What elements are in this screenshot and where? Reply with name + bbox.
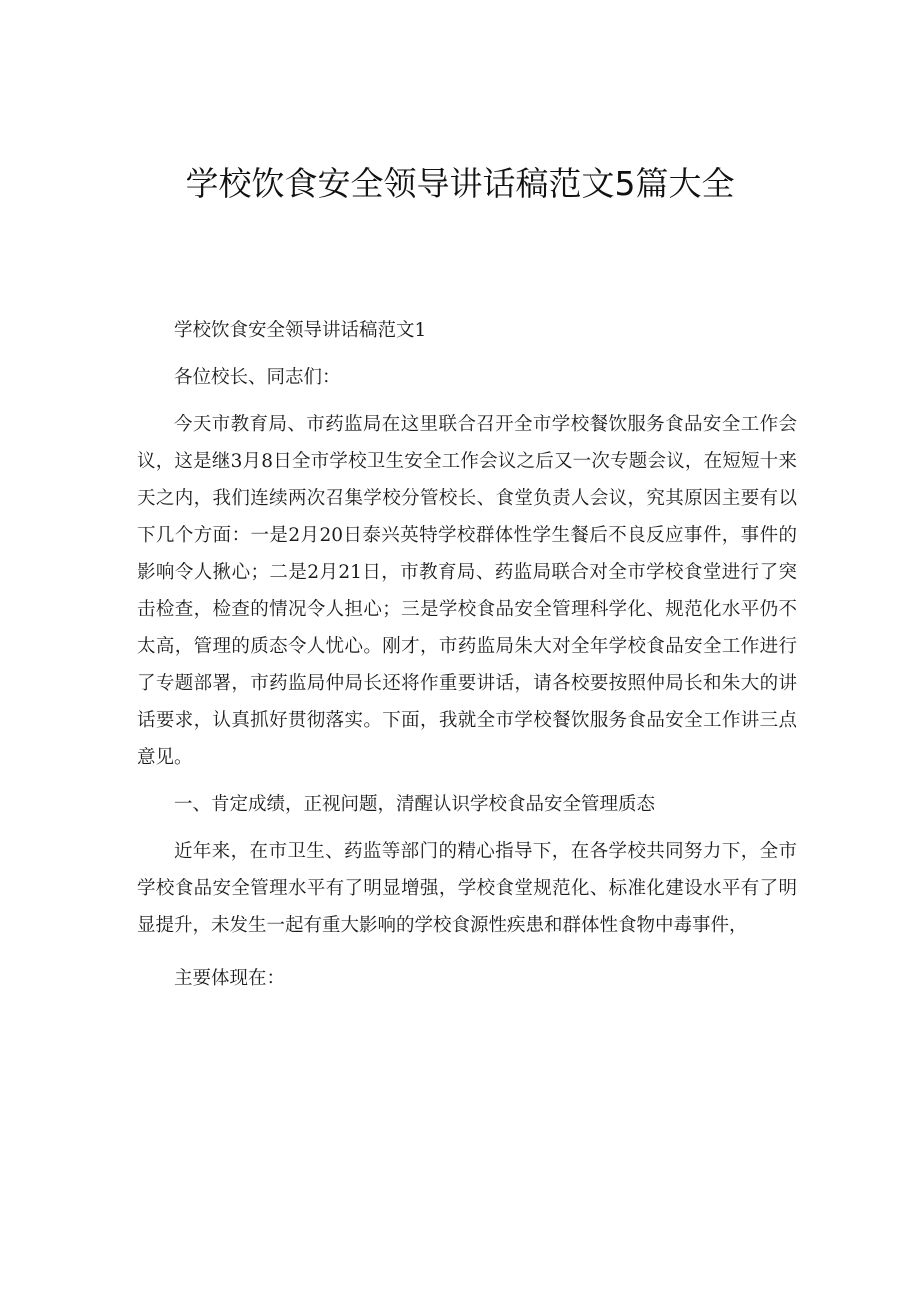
section-subtitle: 学校饮食安全领导讲话稿范文1: [174, 320, 427, 341]
paragraph-main-points: 主要体现在：: [174, 968, 286, 989]
document-body: [137, 312, 797, 997]
section-heading-1: 一、肯定成绩，正视问题，清醒认识学校食品安全管理质态: [174, 794, 656, 815]
paragraph-achievements: 近年来，在市卫生、药监等部门的精心指导下，在各学校共同努力下，全市学校食品安全管理水平有了明显增强，学校食堂规范化、标准化建设水平有了明显提升，未发生一起有重大影响的学校食源性疾患和群体性食物中毒事件，: [137, 841, 797, 936]
document-title: 学校饮食安全领导讲话稿范文5篇大全: [185, 164, 735, 203]
paragraph-intro: 今天市教育局、市药监局在这里联合召开全市学校餐饮服务食品安全工作会议，这是继3月8日全市学校卫生安全工作会议之后又一次专题会议，在短短十来天之内，我们连续两次召集学校分管校长、食堂负责人会议，究其原因主要有以下几个方面：一是2月20日泰兴英特学校群体性学生餐后不良反应事件，事件的影响令人揪心；二是2月21日，市教育局、药监局联合对全市学校食堂进行了突击检查，检查的情况令人担心；三是学校食品安全管理科学化、规范化水平仍不太高，管理的质态令人忧心。刚才，市药监局朱大对全年学校食品安全工作进行了专题部署，市药监局仲局长还将作重要讲话，请各校要按照仲局长和朱大的讲话要求，认真抓好贯彻落实。下面，我就全市学校餐饮服务食品安全工作讲三点意见。: [137, 414, 797, 768]
salutation: 各位校长、同志们：: [174, 367, 341, 388]
